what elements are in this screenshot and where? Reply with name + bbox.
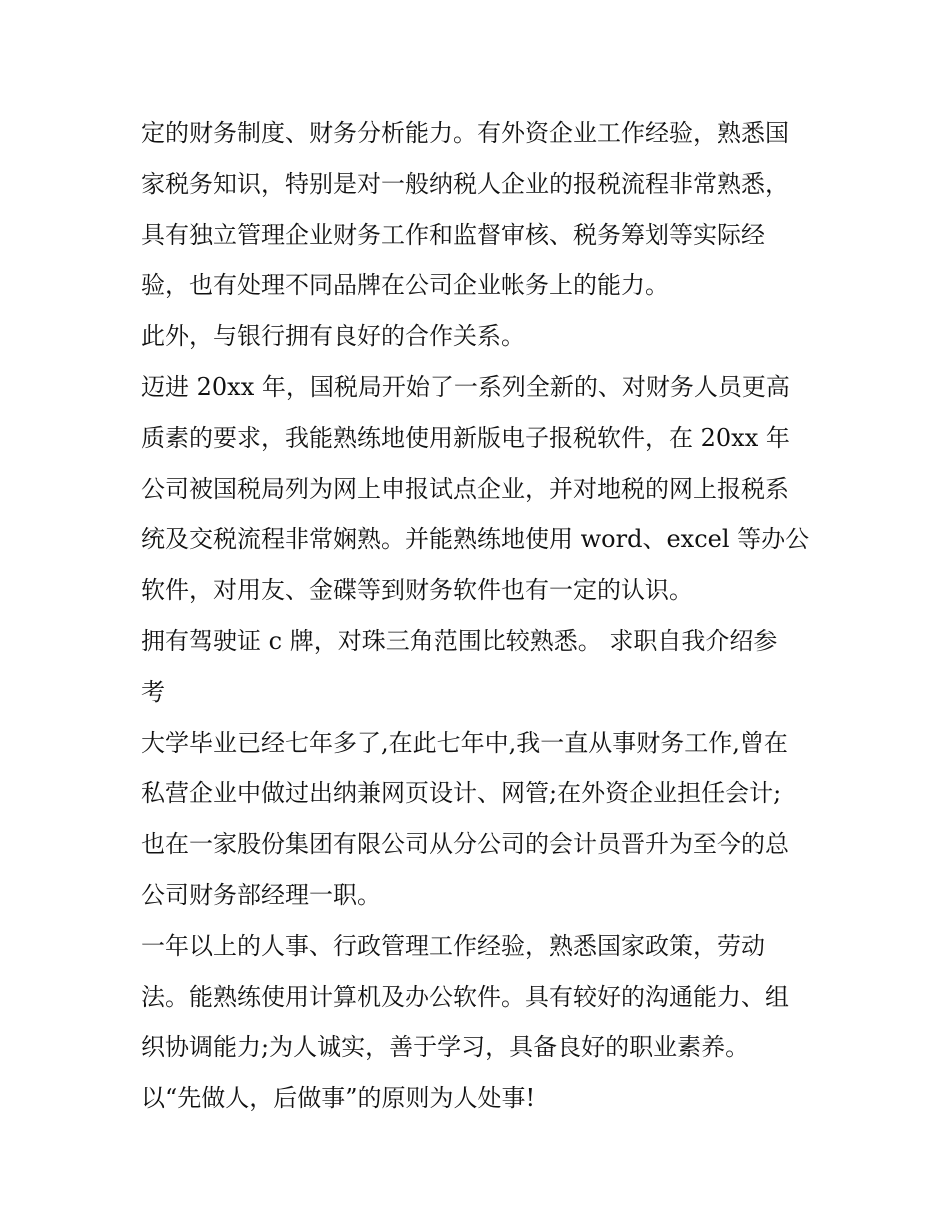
text-line: 质素的要求，我能熟练地使用新版电子报税软件，在 20xx 年 [141, 423, 790, 452]
text-line: 一年以上的人事、行政管理工作经验，熟悉国家政策，劳动 [141, 931, 765, 960]
document-body [141, 108, 813, 1124]
text-line: 家税务知识，特别是对一般纳税人企业的报税流程非常熟悉， [141, 169, 789, 198]
text-line: 验，也有处理不同品牌在公司企业帐务上的能力。 [141, 271, 669, 300]
text-line: 大学毕业已经七年多了,在此七年中,我一直从事财务工作,曾在 [141, 728, 788, 757]
text-line: 此外，与银行拥有良好的合作关系。 [141, 322, 525, 351]
text-line: 公司被国税局列为网上申报试点企业，并对地税的网上报税系 [141, 474, 789, 503]
text-line: 定的财务制度、财务分析能力。有外资企业工作经验，熟悉国 [141, 119, 789, 147]
text-line: 统及交税流程非常娴熟。并能熟练地使用 word、excel 等办公 [141, 525, 810, 554]
text-line: 私营企业中做过出纳兼网页设计、网管;在外资企业担任会计; [141, 779, 782, 808]
text-line: 软件，对用友、金碟等到财务软件也有一定的认识。 [141, 576, 693, 605]
text-line: 拥有驾驶证 c 牌，对珠三角范围比较熟悉。 求职自我介绍参 [141, 626, 778, 655]
text-line: 具有独立管理企业财务工作和监督审核、税务筹划等实际经 [141, 220, 765, 249]
text-line: 以“先做人，后做事”的原则为人处事! [141, 1084, 536, 1113]
text-line: 考 [141, 677, 165, 706]
text-line: 法。能熟练使用计算机及办公软件。具有较好的沟通能力、组 [141, 982, 789, 1011]
text-line: 也在一家股份集团有限公司从分公司的会计员晋升为至今的总 [141, 830, 789, 859]
text-line: 迈进 20xx 年，国税局开始了一系列全新的、对财务人员更高 [141, 372, 790, 401]
text-line: 公司财务部经理一职。 [141, 880, 381, 909]
text-line: 织协调能力;为人诚实，善于学习，具备良好的职业素养。 [141, 1033, 750, 1062]
